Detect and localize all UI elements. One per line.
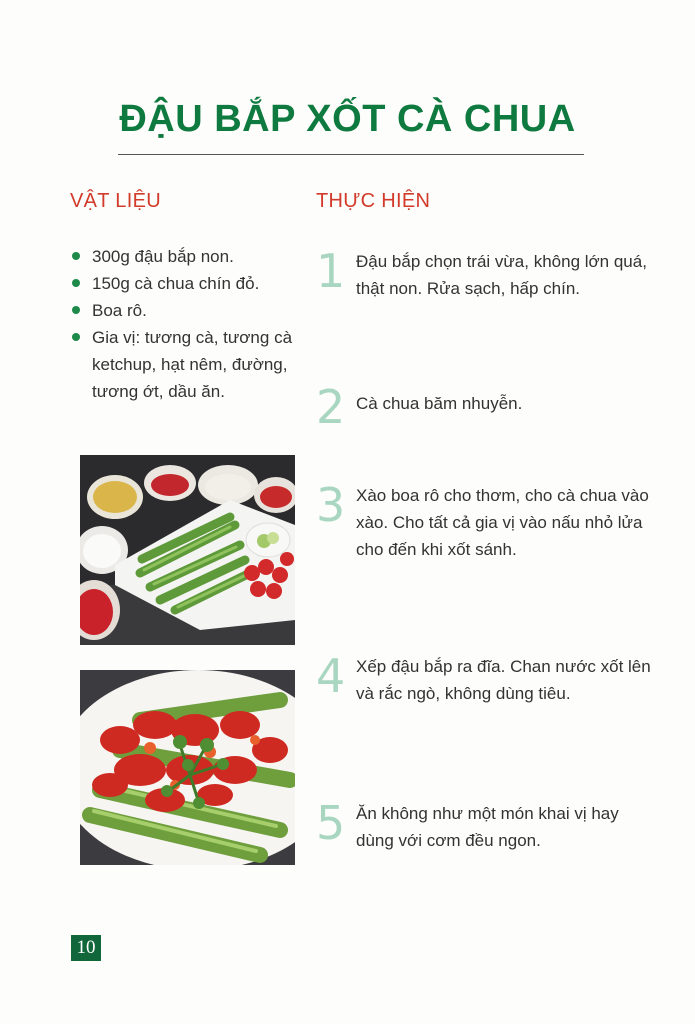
step-text: Ăn không như một món khai vị hay dùng với cơm đều ngon. [356,804,619,850]
ingredients-heading: VẬT LIỆU [70,190,161,212]
finished-dish-photo [80,670,295,865]
ingredient-text: 300g đậu bắp non. [92,247,234,266]
step-text: Đậu bắp chọn trái vừa, không lớn quá, thật non. Rửa sạch, hấp chín. [356,252,647,298]
step-text: Cà chua băm nhuyễn. [356,394,523,413]
step-number: 4 [316,649,346,703]
bullet-icon [72,306,80,314]
bullet-icon [72,252,80,260]
step-number: 3 [316,478,346,532]
method-heading: THỰC HIỆN [316,190,431,212]
list-item [70,243,295,270]
ingredient-text: Boa rô. [92,301,147,320]
page-number: 10 [71,935,101,961]
step-text: Xếp đậu bắp ra đĩa. Chan nước xốt lên và rắc ngò, không dùng tiêu. [356,657,651,703]
list-item [70,270,295,297]
ingredient-text: 150g cà chua chín đỏ. [92,274,260,293]
step-number: 2 [316,380,346,434]
ingredients-photo [80,455,295,645]
step-number: 1 [316,244,346,298]
step-number: 5 [316,796,346,850]
step-text: Xào boa rô cho thơm, cho cà chua vào xào. Cho tất cả gia vị vào nấu nhỏ lửa cho đến khi xốt sánh. [356,486,649,559]
bullet-icon [72,333,80,341]
ingredient-text: Gia vị: tương cà, tương cà ketchup, hạt nêm, đường, tương ớt, dầu ăn. [92,328,293,401]
list-item [70,297,295,324]
bullet-icon [72,279,80,287]
ingredients-list [70,243,295,405]
title-divider [118,154,584,155]
recipe-title: ĐẬU BẮP XỐT CÀ CHUA [119,98,576,140]
list-item [70,324,295,405]
